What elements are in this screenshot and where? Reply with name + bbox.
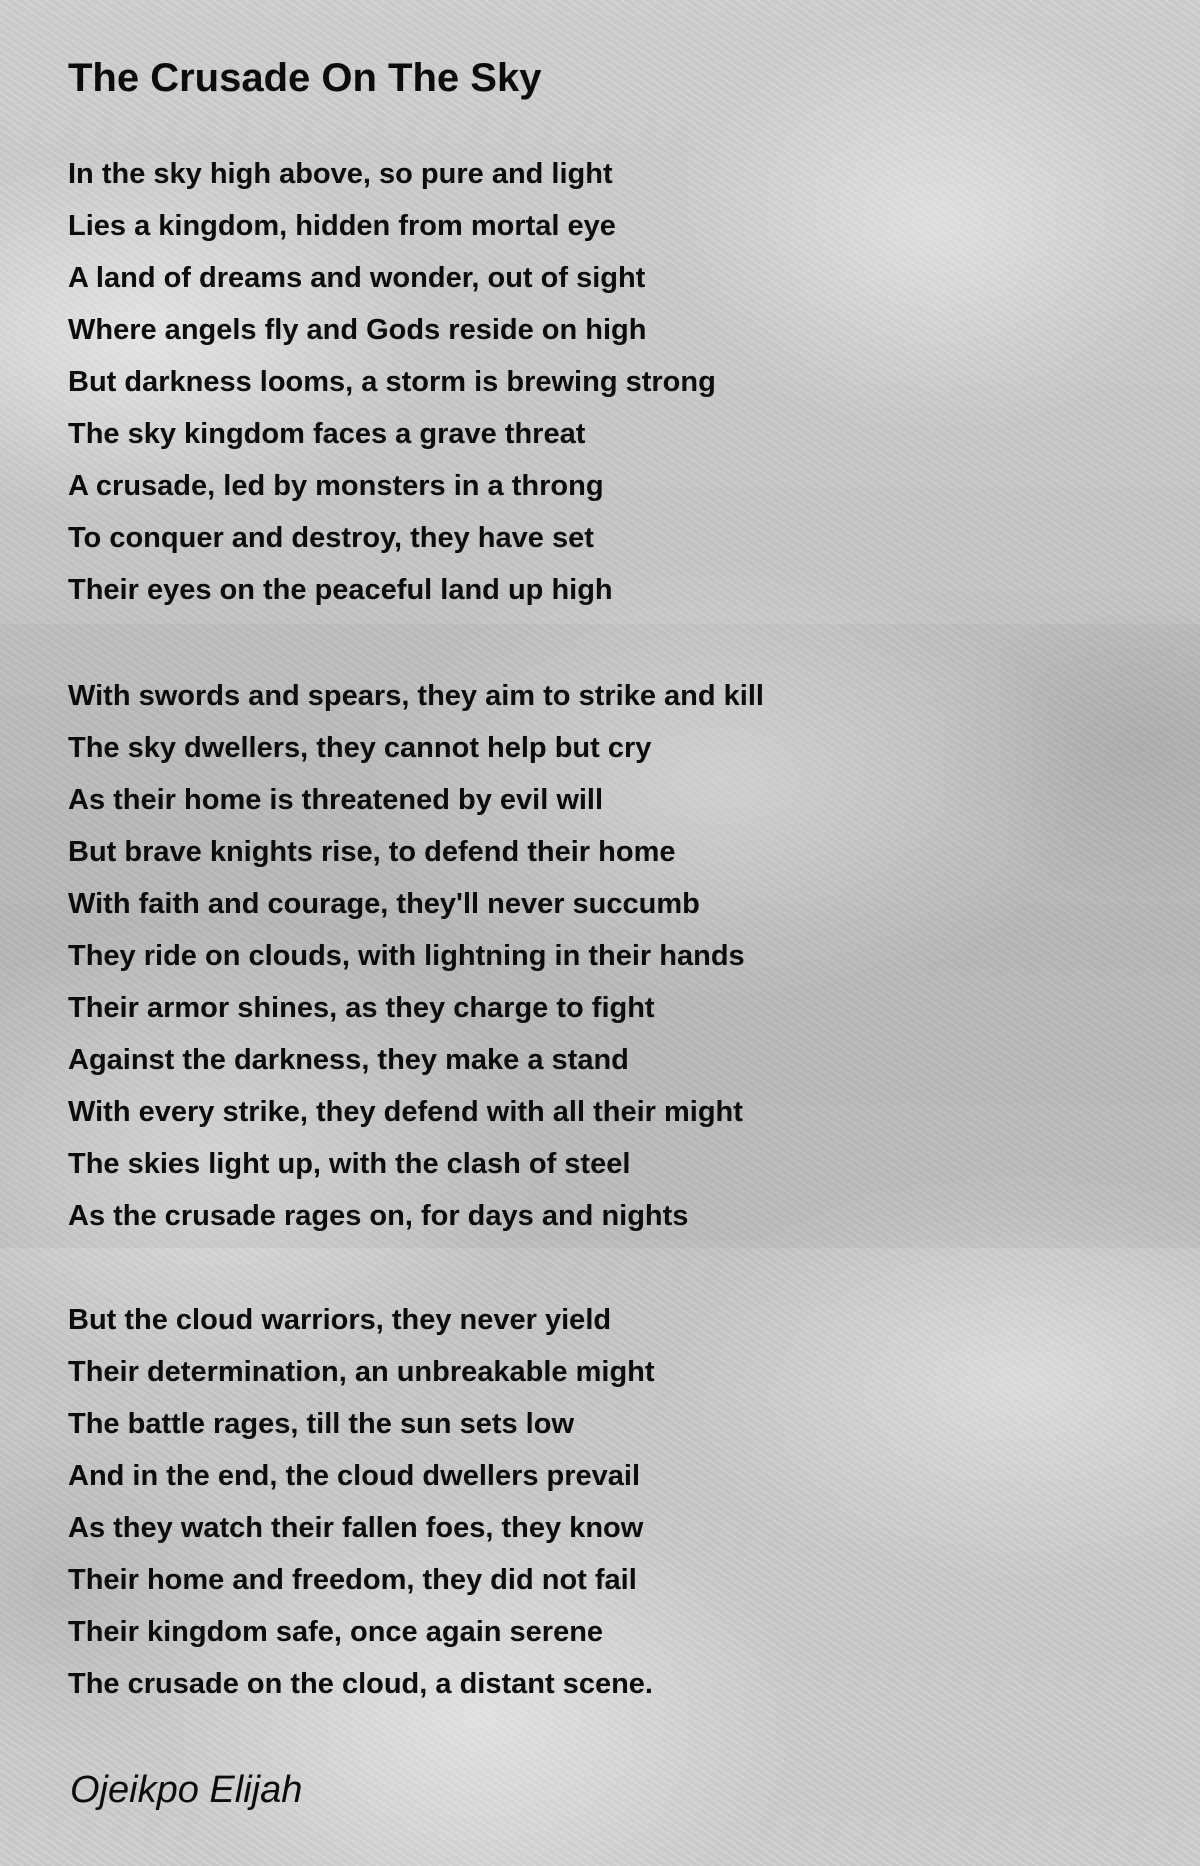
poem-line: They ride on clouds, with lightning in their hands: [68, 940, 745, 972]
poem-line: To conquer and destroy, they have set: [68, 522, 594, 554]
poem-line: As the crusade rages on, for days and nights: [68, 1200, 689, 1232]
poem-line: Where angels fly and Gods reside on high: [68, 314, 647, 346]
poem-line: But brave knights rise, to defend their home: [68, 836, 676, 868]
stanza-1: [68, 148, 716, 616]
poem-line: Against the darkness, they make a stand: [68, 1044, 629, 1076]
poem-line: Their home and freedom, they did not fail: [68, 1564, 637, 1596]
poem-line: Lies a kingdom, hidden from mortal eye: [68, 210, 616, 242]
poem-line: In the sky high above, so pure and light: [68, 158, 613, 190]
poem-line: Their kingdom safe, once again serene: [68, 1616, 604, 1648]
poem-line: A crusade, led by monsters in a throng: [68, 470, 604, 502]
poem-title: The Crusade On The Sky: [68, 56, 542, 100]
poem-line: As they watch their fallen foes, they know: [68, 1512, 644, 1544]
poem-line: With every strike, they defend with all their might: [68, 1096, 743, 1128]
stanza-2: [68, 670, 764, 1242]
poem-line: Their eyes on the peaceful land up high: [68, 574, 613, 606]
poem-line: The sky kingdom faces a grave threat: [68, 418, 586, 450]
stanza-3: [68, 1294, 655, 1710]
poem-line: With faith and courage, they'll never succumb: [68, 888, 700, 920]
poem-line: Their armor shines, as they charge to fight: [68, 992, 655, 1024]
poem-line: The crusade on the cloud, a distant scene.: [68, 1668, 653, 1700]
poem-line: The skies light up, with the clash of steel: [68, 1148, 631, 1180]
poem-line: And in the end, the cloud dwellers prevail: [68, 1460, 641, 1492]
poem-line: Their determination, an unbreakable might: [68, 1356, 655, 1388]
poem-line: The battle rages, till the sun sets low: [68, 1408, 574, 1440]
poem-line: A land of dreams and wonder, out of sight: [68, 262, 646, 294]
poem-line: But the cloud warriors, they never yield: [68, 1304, 612, 1336]
poem-line: With swords and spears, they aim to strike and kill: [68, 680, 764, 712]
poem-line: But darkness looms, a storm is brewing strong: [68, 366, 716, 398]
poem-author: Ojeikpo Elijah: [70, 1769, 303, 1811]
poem-line: As their home is threatened by evil will: [68, 784, 604, 816]
poem-line: The sky dwellers, they cannot help but cry: [68, 732, 652, 764]
